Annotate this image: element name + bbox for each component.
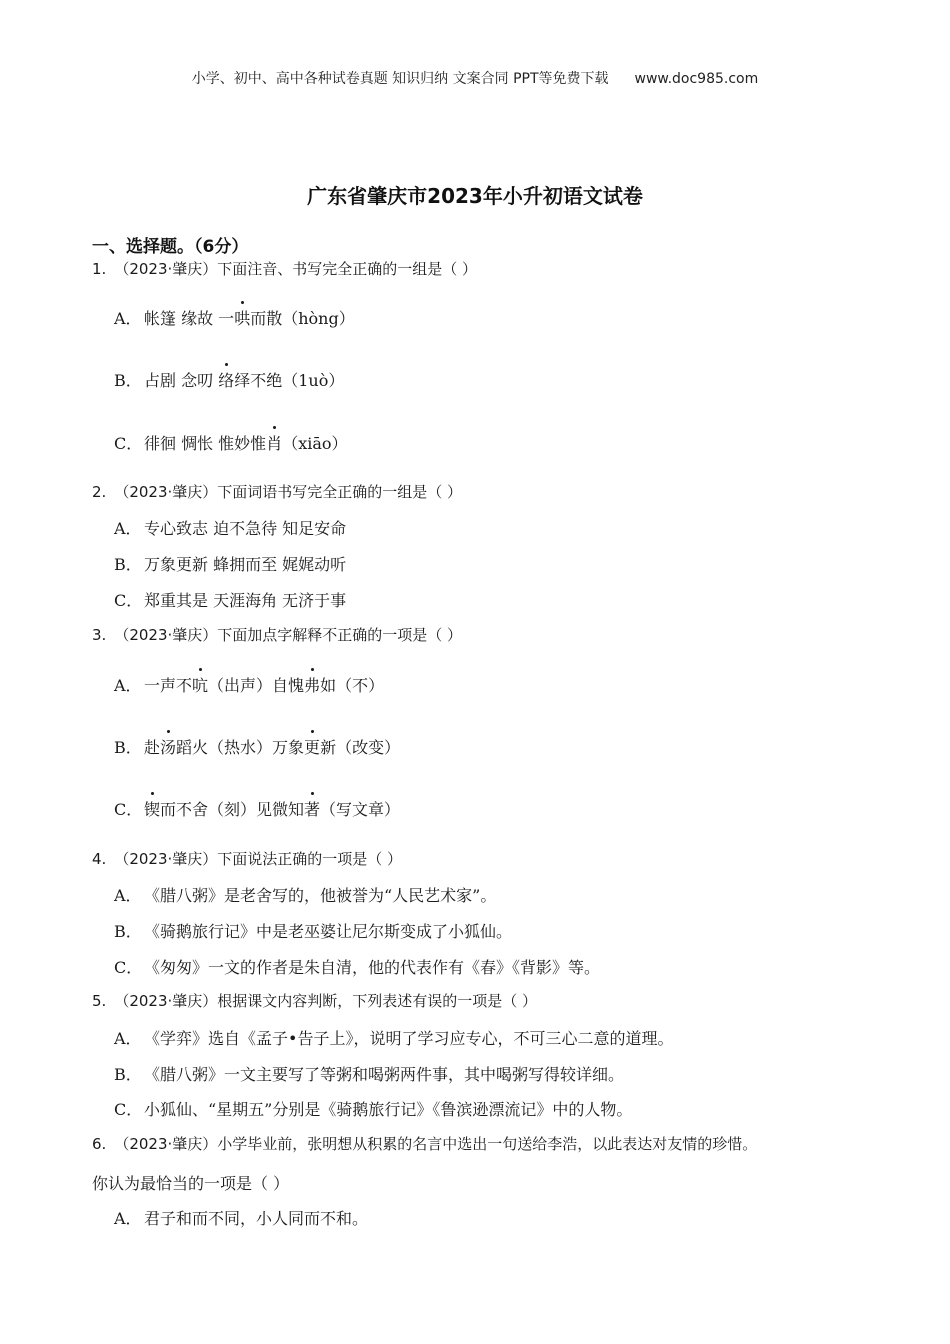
header-text: 小学、初中、高中各种试卷真题 知识归纳 文案合同 PPT等免费下载 bbox=[191, 71, 609, 87]
q1-option-b bbox=[114, 368, 344, 391]
option-label: A． bbox=[114, 1029, 142, 1048]
emphasis-char: 汤 bbox=[160, 735, 176, 758]
question-source: （2023·肇庆） bbox=[114, 626, 218, 644]
q1-option-a bbox=[114, 306, 355, 329]
option-text: 如（不） bbox=[320, 676, 385, 695]
option-text: 《腊八粥》是老舍写的，他被誉为“人民艺术家”。 bbox=[144, 886, 497, 905]
q5-option-b bbox=[114, 1062, 624, 1085]
question-number: 6. bbox=[92, 1135, 107, 1153]
option-label: C． bbox=[114, 434, 143, 453]
q2-option-c bbox=[114, 588, 346, 611]
option-text: 《匆匆》一文的作者是朱自清，他的代表作有《春》《背影》等。 bbox=[144, 958, 601, 977]
q4-option-c bbox=[114, 955, 600, 978]
page-header bbox=[0, 68, 950, 88]
q1-option-c bbox=[114, 431, 348, 454]
emphasis-char: 肖 bbox=[266, 431, 282, 454]
question-number: 5. bbox=[92, 992, 107, 1010]
option-text: 而不舍（刻）见微知 bbox=[160, 800, 305, 819]
question-5 bbox=[92, 990, 537, 1011]
question-2 bbox=[92, 481, 462, 502]
option-text: （xiāo） bbox=[282, 434, 348, 453]
option-text: （写文章） bbox=[320, 800, 401, 819]
option-text: 万象更新 蜂拥而至 娓娓动听 bbox=[144, 555, 347, 574]
question-6 bbox=[92, 1133, 757, 1154]
q6-option-a bbox=[114, 1206, 368, 1229]
option-label: C． bbox=[114, 1100, 143, 1119]
option-text: 绎不绝（1uò） bbox=[234, 371, 345, 390]
question-number: 2. bbox=[92, 483, 107, 501]
option-label: B． bbox=[114, 738, 142, 757]
emphasis-char: 更 bbox=[304, 735, 320, 758]
question-stem: 下面注音、书写完全正确的一组是（ ） bbox=[217, 260, 478, 278]
question-stem: 下面说法正确的一项是（ ） bbox=[217, 850, 403, 868]
q6-stem-continued: 你认为最恰当的一项是（ ） bbox=[92, 1174, 290, 1193]
option-text: 君子和而不同，小人同而不和。 bbox=[144, 1209, 369, 1228]
q4-option-a bbox=[114, 883, 496, 906]
option-label: B． bbox=[114, 922, 142, 941]
option-label: A． bbox=[114, 309, 142, 328]
option-text: 小狐仙、“星期五”分别是《骑鹅旅行记》《鲁滨逊漂流记》中的人物。 bbox=[144, 1100, 633, 1119]
q2-option-a bbox=[114, 516, 346, 539]
q5-option-c bbox=[114, 1097, 632, 1120]
page-title: 广东省肇庆市2023年小升初语文试卷 bbox=[307, 184, 643, 208]
question-stem: 根据课文内容判断，下列表述有误的一项是（ ） bbox=[217, 992, 538, 1010]
option-text: 《骑鹅旅行记》中是老巫婆让尼尔斯变成了小狐仙。 bbox=[144, 922, 513, 941]
option-text: 一声不 bbox=[144, 676, 193, 695]
option-label: C． bbox=[114, 800, 143, 819]
question-source: （2023·肇庆） bbox=[114, 1135, 218, 1153]
header-site-link[interactable]: www.doc985.com bbox=[634, 71, 759, 87]
question-source: （2023·肇庆） bbox=[114, 483, 218, 501]
question-stem: 下面词语书写完全正确的一组是（ ） bbox=[217, 483, 463, 501]
option-label: A． bbox=[114, 519, 142, 538]
q5-option-a bbox=[114, 1026, 673, 1049]
option-text: 《学弈》选自《孟子•告子上》，说明了学习应专心，不可三心二意的道理。 bbox=[144, 1029, 674, 1048]
option-label: B． bbox=[114, 371, 142, 390]
option-text: 徘徊 惆怅 惟妙惟 bbox=[144, 434, 267, 453]
option-text: 赴 bbox=[144, 738, 161, 757]
option-text: 占剧 念叨 bbox=[144, 371, 219, 390]
q3-option-a bbox=[114, 673, 384, 696]
option-text: 新（改变） bbox=[320, 738, 401, 757]
emphasis-char: 哄 bbox=[234, 306, 250, 329]
section-heading: 一、选择题。（6分） bbox=[92, 237, 249, 257]
q2-option-b bbox=[114, 552, 346, 575]
option-text: 帐篷 缘故 一 bbox=[144, 309, 235, 328]
question-stem: 小学毕业前，张明想从积累的名言中选出一句送给李浩，以此表达对友情的珍惜。 bbox=[217, 1135, 758, 1153]
option-label: B． bbox=[114, 555, 142, 574]
question-source: （2023·肇庆） bbox=[114, 850, 218, 868]
question-1 bbox=[92, 258, 477, 279]
option-text: 专心致志 迫不急待 知足安命 bbox=[144, 519, 347, 538]
question-3 bbox=[92, 624, 462, 645]
option-text: 而散（hòng） bbox=[250, 309, 355, 328]
option-label: C． bbox=[114, 958, 143, 977]
emphasis-char: 著 bbox=[304, 797, 320, 820]
option-label: A． bbox=[114, 1209, 142, 1228]
question-number: 4. bbox=[92, 850, 107, 868]
option-label: A． bbox=[114, 886, 142, 905]
question-stem: 下面加点字解释不正确的一项是（ ） bbox=[217, 626, 463, 644]
q3-option-b bbox=[114, 735, 400, 758]
option-label: C． bbox=[114, 591, 143, 610]
option-text: 《腊八粥》一文主要写了等粥和喝粥两件事，其中喝粥写得较详细。 bbox=[144, 1065, 625, 1084]
option-label: A． bbox=[114, 676, 142, 695]
question-number: 3. bbox=[92, 626, 107, 644]
option-text: （出声）自愧 bbox=[208, 676, 305, 695]
emphasis-char: 吭 bbox=[192, 673, 208, 696]
option-text: 郑重其是 天涯海角 无济于事 bbox=[144, 591, 347, 610]
question-source: （2023·肇庆） bbox=[114, 992, 218, 1010]
emphasis-char: 锲 bbox=[144, 797, 160, 820]
q4-option-b bbox=[114, 919, 512, 942]
question-4 bbox=[92, 848, 402, 869]
option-label: B． bbox=[114, 1065, 142, 1084]
emphasis-char: 弗 bbox=[304, 673, 320, 696]
q3-option-c bbox=[114, 797, 400, 820]
question-number: 1. bbox=[92, 260, 107, 278]
emphasis-char: 络 bbox=[218, 368, 234, 391]
question-source: （2023·肇庆） bbox=[114, 260, 218, 278]
option-text: 蹈火（热水）万象 bbox=[176, 738, 305, 757]
